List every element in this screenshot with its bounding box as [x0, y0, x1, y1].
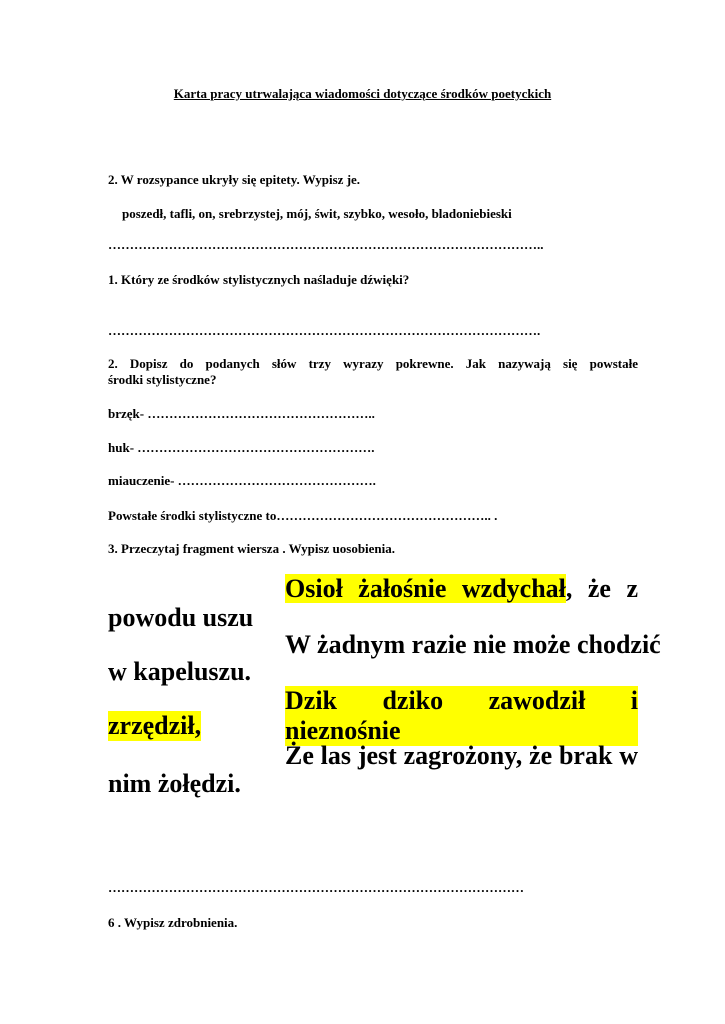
related-item-miauczenie: miauczenie- ………………………………………. [108, 473, 376, 488]
epithets-question: 2. W rozsypance ukryły się epitety. Wypisz je. [108, 172, 361, 187]
poem-line-4: w kapeluszu. [108, 657, 252, 686]
epithets-word-list: poszedł, tafli, on, srebrzystej, mój, świt, szybko, wesoło, bladoniebieski [122, 206, 512, 221]
poem-line-8: nim żołędzi. [108, 769, 241, 798]
related-item-huk: huk- ………………………………………………. [108, 440, 375, 455]
poem-line-7: Że las jest zagrożony, że brak w [285, 741, 638, 770]
diminutives-question: 6 . Wypisz zdrobnienia. [108, 915, 238, 930]
personification-answer-line: …………………………………………………………………………………… [108, 880, 524, 895]
poem-line-1-rest: , że z [565, 574, 638, 603]
poem-line-6-highlight: zrzędził, [108, 711, 202, 740]
page-title: Karta pracy utrwalająca wiadomości dotyczące środków poetyckich [173, 86, 552, 101]
poem-line-1 [285, 574, 638, 604]
poem-line-2: powodu uszu [108, 603, 254, 632]
related-result-line: Powstałe środki stylistyczne to………………………………………….. . [108, 508, 498, 523]
sounds-question: 1. Który ze środków stylistycznych naśladuje dźwięki? [108, 272, 410, 287]
personification-question: 3. Przeczytaj fragment wiersza . Wypisz uosobienia. [108, 541, 396, 556]
poem-line-3: W żadnym razie nie może chodzić [285, 630, 661, 659]
epithets-answer-line: ……………………………………………………………………………………….. [108, 237, 544, 252]
related-words-question-line2: środki stylistyczne? [108, 372, 217, 387]
related-words-question-line1: 2. Dopisz do podanych słów trzy wyrazy pokrewne. Jak nazywają się powstałe [108, 356, 638, 371]
sounds-answer-line: ………………………………………………………………………………………. [108, 323, 541, 338]
poem-highlight-osiol: Osioł żałośnie wzdychał [285, 574, 566, 603]
poem-line-5-highlight: Dzik dziko zawodził i nieznośnie [285, 686, 638, 745]
related-item-brzek: brzęk- …………………………………………….. [108, 406, 375, 421]
